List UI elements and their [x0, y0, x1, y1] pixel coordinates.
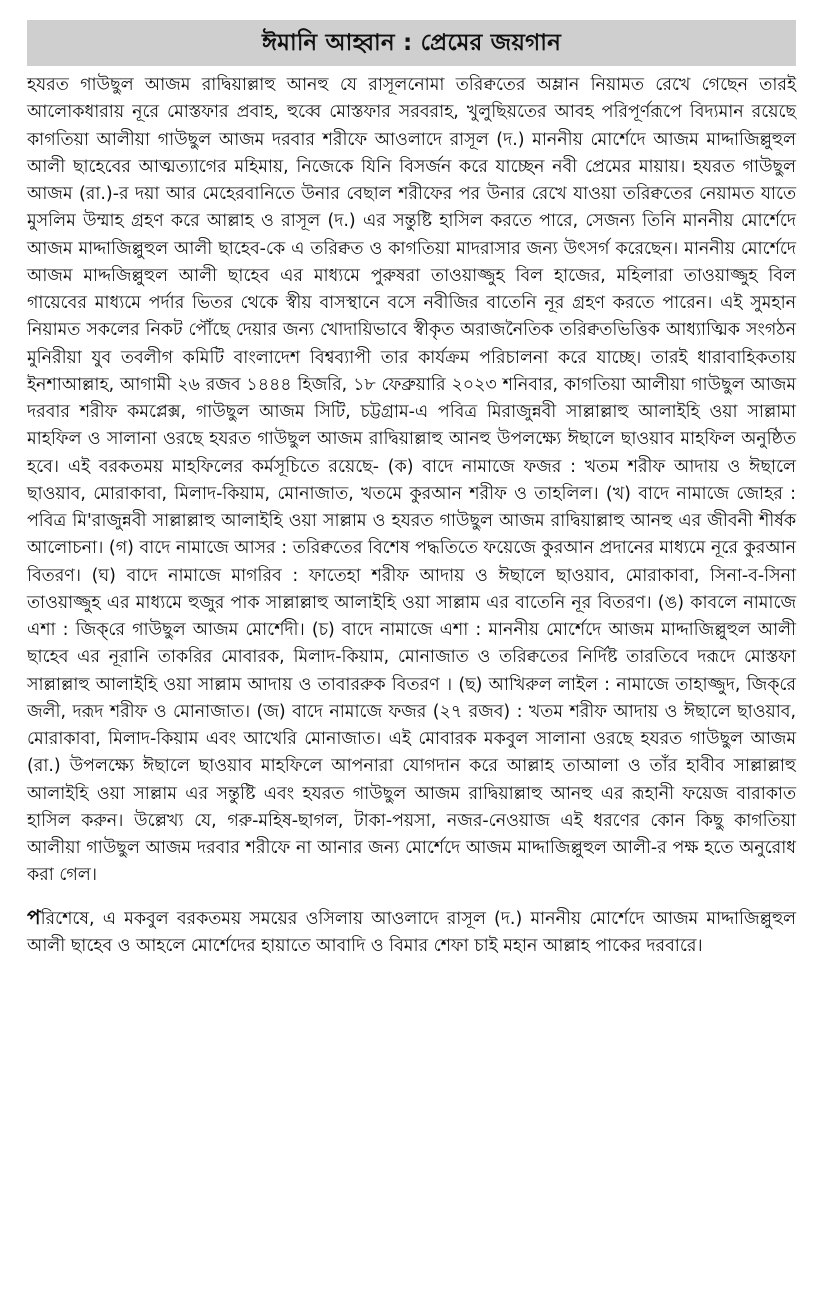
- article: [27, 20, 796, 961]
- title-banner: [27, 20, 796, 66]
- article-title: ঈমানি আহ্বান : প্রেমের জয়গান: [261, 29, 562, 56]
- closing-lead-letter: প: [27, 904, 41, 929]
- closing-paragraph: [27, 904, 796, 961]
- article-body-paragraph: হযরত গাউছুল আজম রাদ্বিয়াল্লাহু আনহু যে রাসূলনোমা তরিক্বতের অম্লান নিয়ামত রেখে গেছেন তারই আলোকধারায় নূরে মোস্তফার প্রবাহ, হুব্বে মোস্তফার সরবরাহ, খুলুছিয়তের আবহ পরিপূর্ণরূপে বিদ্যমান রয়েছে কাগতিয়া আলীয়া গাউছুল আজম দরবার শরীফে আওলাদে রাসূল (দ.) মাননীয় মোর্শেদে আজম মাদ্দাজিল্লুহুল আলী ছাহেবের আত্মত্যাগের মহিমায়, নিজেকে যিনি বিসর্জন করে যাচ্ছেন নবী প্রেমের মায়ায়। হযরত গাউছুল আজম (রা.)-র দয়া আর মেহেরবানিতে উনার বেছাল শরীফের পর উনার রেখে যাওয়া তরিক্বতের নেয়ামত যাতে মুসলিম উম্মাহ গ্রহণ করে আল্লাহ ও রাসূল (দ.) এর সন্তুষ্টি হাসিল করতে পারে, সেজন্য তিনি মাননীয় মোর্শেদে আজম মাদ্দাজিল্লুহুল আলী ছাহেব-কে এ তরিক্বত ও কাগতিয়া মাদরাসার জন্য উৎসর্গ করেছেন। মাননীয় মোর্শেদে আজম মাদ্দজিল্লুহুল আলী ছাহেব এর মাধ্যমে পুরুষরা তাওয়াজ্জুহ বিল হাজের, মহিলারা তাওয়াজ্জুহ বিল গায়েবের মাধ্যমে পর্দার ভিতর থেকে স্বীয় বাসস্থানে বসে নবীজির বাতেনি নূর গ্রহণ করতে পারেন। এই সুমহান নিয়ামত সকলের নিকট পৌঁছে দেয়ার জন্য খোদায়িভাবে স্বীকৃত অরাজনৈতিক তরিক্বতভিত্তিক আধ্যাত্মিক সংগঠন মুনিরীয়া যুব তবলীগ কমিটি বাংলাদেশ বিশ্বব্যাপী তার কার্যক্রম পরিচালনা করে যাচ্ছে। তারই ধারাবাহিকতায় ইনশাআল্লাহ, আগামী ২৬ রজব ১৪৪৪ হিজরি, ১৮ ফেব্রুয়ারি ২০২৩ শনিবার, কাগতিয়া আলীয়া গাউছুল আজম দরবার শরীফ কমপ্লেক্স, গাউছুল আজম সিটি, চট্টগ্রাম-এ পবিত্র মিরাজুন্নবী সাল্লাল্লাহু আলাইহি ওয়া সাল্লামা মাহফিল ও সালানা ওরছে হযরত গাউছুল আজম রাদ্বিয়াল্লাহু আনহু উপলক্ষ্যে ঈছালে ছাওয়াব মাহফিল অনুষ্ঠিত হবে। এই বরকতময় মাহফিলের কর্মসূচিতে রয়েছে- (ক) বাদে নামাজে ফজর : খতম শরীফ আদায় ও ঈছালে ছাওয়াব, মোরাকাবা, মিলাদ-কিয়াম, মোনাজাত, খতমে কুরআন শরীফ ও তাহলিল। (খ) বাদে নামাজে জোহর : পবিত্র মি'রাজুন্নবী সাল্লাল্লাহু আলাইহি ওয়া সাল্লাম ও হযরত গাউছুল আজম রাদ্বিয়াল্লাহু আনহু এর জীবনী শীর্ষক আলোচনা। (গ) বাদে নামাজে আসর : তরিক্বতের বিশেষ পদ্ধতিতে ফয়েজে কুরআন প্রদানের মাধ্যমে নূরে কুরআন বিতরণ। (ঘ) বাদে নামাজে মাগরিব : ফাতেহা শরীফ আদায় ও ঈছালে ছাওয়াব, মোরাকাবা, সিনা-ব-সিনা তাওয়াজ্জুহ এর মাধ্যমে হুজুর পাক সাল্লাল্লাহু আলাইহি ওয়া সাল্লাম এর বাতেনি নূর বিতরণ। (ঙ) কাবলে নামাজে এশা : জিক্‌রে গাউছুল আজম মোর্শেদী। (চ) বাদে নামাজে এশা : মাননীয় মোর্শেদে আজম মাদ্দাজিল্লুহুল আলী ছাহেব এর নূরানি তাকরির মোবারক, মিলাদ-কিয়াম, মোনাজাত ও তরিক্বতের নির্দিষ্ট তারতিবে দরূদে মোস্তফা সাল্লাল্লাহু আলাইহি ওয়া সাল্লাম আদায় ও তাবাররুক বিতরণ । (ছ) আখিরুল লাইল : নামাজে তাহাজ্জুদ, জিক্‌রে জলী, দরূদ শরীফ ও মোনাজাত। (জ) বাদে নামাজে ফজর (২৭ রজব) : খতম শরীফ আদায় ও ঈছালে ছাওয়াব, মোরাকাবা, মিলাদ-কিয়াম এবং আখেরি মোনাজাত। এই মোবারক মকবুল সালানা ওরছে হযরত গাউছুল আজম (রা.) উপলক্ষ্যে ঈছালে ছাওয়াব মাহফিলে আপনারা যোগদান করে আল্লাহ তাআলা ও তাঁর হাবীব সাল্লাল্লাহু আলাইহি ওয়া সাল্লাম এর সন্তুষ্টি এবং হযরত গাউছুল আজম রাদ্বিয়াল্লাহু আনহু এর রূহানী ফয়েজ বারাকাত হাসিল করুন। উল্লেখ্য যে, গরু-মহিষ-ছাগল, টাকা-পয়সা, নজর-নেওয়াজ এই ধরণের কোন কিছু কাগতিয়া আলীয়া গাউছুল আজম দরবার শরীফে না আনার জন্য মোর্শেদে আজম মাদ্দাজিল্লুহুল আলী-র পক্ষ হতে অনুরোধ করা গেল।: [27, 75, 796, 886]
- closing-text: রিশেষে, এ মকবুল বরকতময় সময়ের ওসিলায় আওলাদে রাসূল (দ.) মাননীয় মোর্শেদে আজম মাদ্দাজিল্লুহুল আলী ছাহেব ও আহলে মোর্শেদের হায়াতে আবাদি ও বিমার শেফা চাই মহান আল্লাহ পাকের দরবারে।: [27, 908, 796, 956]
